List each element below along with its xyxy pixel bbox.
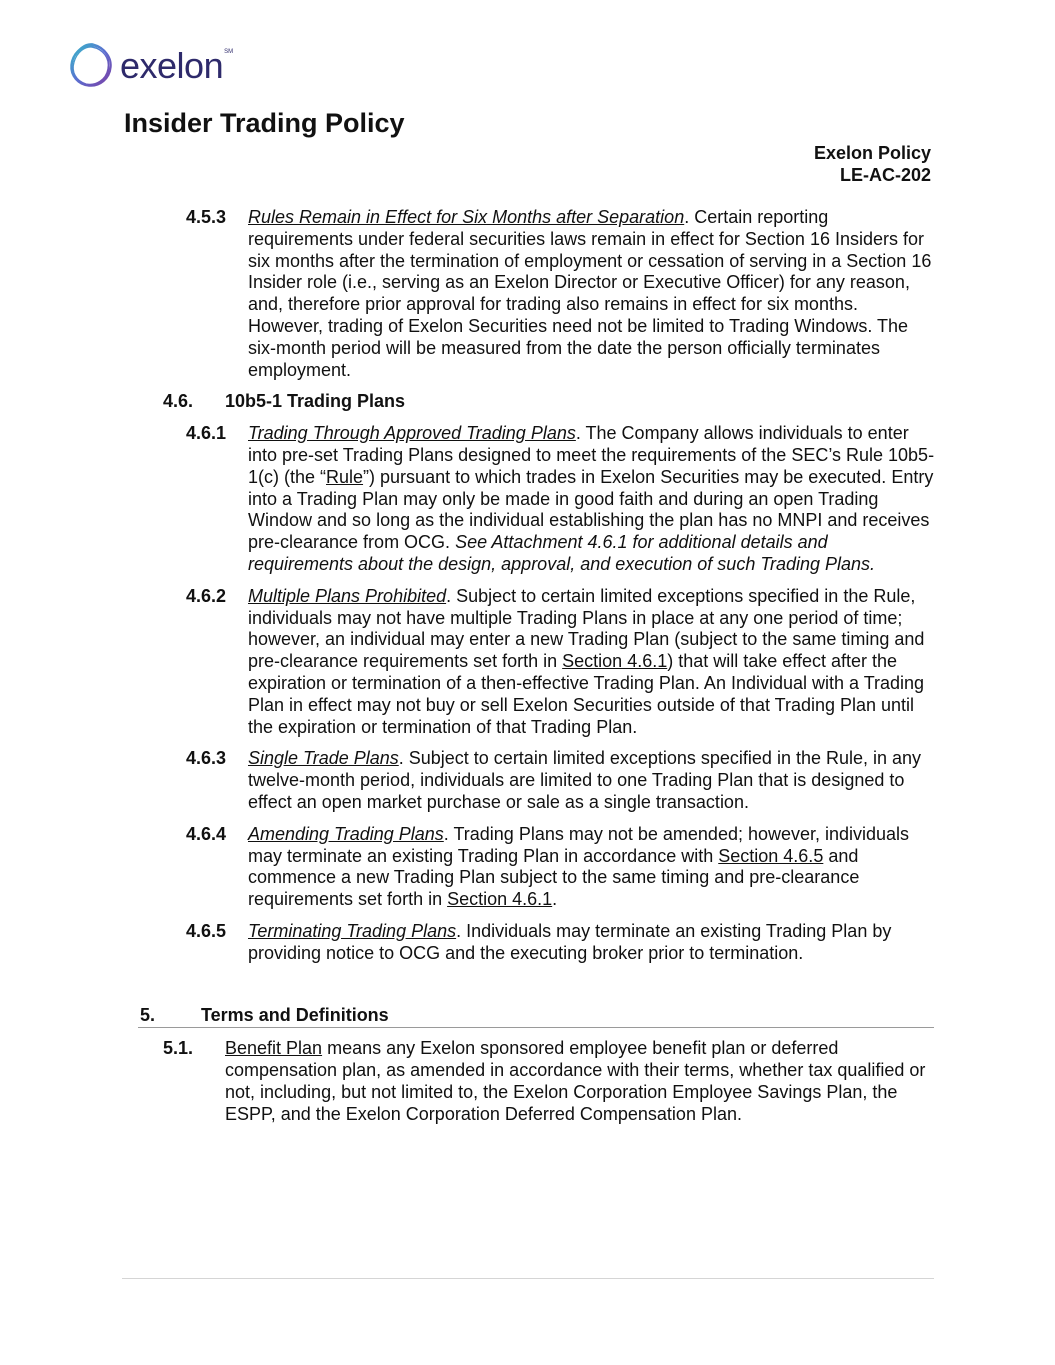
section-number: 5.1. — [163, 1038, 194, 1059]
section-4-6-heading — [0, 391, 1055, 413]
section-title: Rules Remain in Effect for Six Months after Separation — [248, 207, 685, 227]
section-title: Trading Through Approved Trading Plans — [248, 423, 576, 444]
section-text: . Subject to certain limited exceptions specified in the Rule, in any twelve-month period, individuals are limited to one Trading Plan that is designed to effect an open market purchase or sale as a single transaction. — [248, 748, 922, 812]
section-text: . Trading Plans may not be amended; however, individuals may terminate an existing Trading Plan in accordance with — [248, 823, 910, 866]
section-number: 4.6.2 — [186, 585, 227, 606]
section-title: Single Trade Plans — [248, 748, 399, 769]
rule-link[interactable]: Rule — [326, 466, 364, 487]
section-4-6-1-link[interactable]: Section 4.6.1 — [447, 889, 553, 910]
section-4-6-1-link[interactable]: Section 4.6.1 — [562, 651, 668, 672]
section-text: and commence a new Trading Plan subject to the same timing and pre-clearance requirements set forth in — [248, 845, 860, 910]
section-4-5-3 — [0, 207, 1055, 381]
section-number: 4.6.5 — [186, 920, 227, 941]
section-4-6-5 — [0, 921, 1055, 965]
exelon-logo — [66, 40, 233, 92]
section-number: 4.6.1 — [186, 423, 227, 444]
policy-label: Exelon Policy — [813, 143, 931, 163]
section-text: . The Company allows individuals to enter into pre-set Trading Plans designed to meet the requirements of the SEC’s Rule 10b5-1(c) (the “ — [248, 423, 935, 487]
section-number: 5. — [140, 1004, 156, 1025]
defined-term: Benefit Plan — [225, 1038, 323, 1059]
logo-wordmark: exelon — [120, 45, 224, 86]
section-text: ”) pursuant to which trades in Exelon Securities may be executed. Entry into a Trading Plan may only be made in good faith and during an open Trading Window and so long as the individual establishing the plan has no MNPI and receives pre-clearance from OCG. — [248, 466, 934, 553]
document-body — [0, 207, 1055, 1125]
policy-meta — [814, 142, 931, 186]
section-4-6-3 — [0, 748, 1055, 813]
section-title: 10b5-1 Trading Plans — [225, 391, 406, 412]
attachment-note: See Attachment 4.6.1 for additional details and requirements about the design, approval, and execution of such Trading Plans. — [248, 532, 876, 574]
section-5-heading — [138, 1005, 934, 1029]
service-mark: SM — [224, 49, 234, 55]
section-number: 4.6.4 — [186, 823, 227, 844]
section-number: 4.6.3 — [186, 748, 227, 769]
footer-divider — [122, 1278, 934, 1279]
section-text: . Certain reporting requirements under federal securities laws remain in effect for Section 16 Insiders for six months after the termination of employment or cessation of serving in a Section 16 Insider role (i.e., serving as an Exelon Director or Executive Officer) for any reason, and, therefore prior approval for trading also remains in effect for six months. However, trading of Exelon Securities need not be limited to Trading Windows. The six-month period will be measured from the date the person officially terminates employment. — [248, 207, 932, 380]
section-text: . Subject to certain limited exceptions specified in the Rule, individuals may not have multiple Trading Plans in place at any one period of time; however, an individual may enter a new Trading Plan (subject to the same timing and pre-clearance requirements set forth in — [248, 585, 925, 672]
section-text: . — [552, 889, 558, 910]
section-title: Amending Trading Plans — [248, 823, 444, 844]
document-title: Insider Trading Policy — [124, 108, 405, 138]
section-number: 4.5.3 — [186, 207, 227, 227]
section-4-6-1 — [0, 423, 1055, 576]
section-text: ) that will take effect after the expiration or termination of a then-effective Trading Plan. An Individual with a Trading Plan in effect may not buy or sell Exelon Securities outside of that Trading Plan until the expiration or termination of that Trading Plan. — [248, 651, 925, 737]
section-text: . Individuals may terminate an existing Trading Plan by providing notice to OCG and the executing broker prior to termination. — [248, 920, 892, 963]
exelon-logo-icon — [66, 41, 116, 91]
section-number: 4.6. — [163, 391, 194, 412]
section-5-1 — [0, 1038, 1055, 1125]
section-title: Multiple Plans Prohibited — [248, 585, 447, 606]
section-4-6-5-link[interactable]: Section 4.6.5 — [718, 845, 824, 866]
section-title: Terms and Definitions — [201, 1004, 389, 1025]
policy-code: LE-AC-202 — [839, 165, 931, 185]
section-4-6-2 — [0, 586, 1055, 739]
section-title: Terminating Trading Plans — [248, 920, 457, 941]
definition-text: means any Exelon sponsored employee benefit plan or deferred compensation plan, as amended in accordance with their terms, whether tax qualified or not, including, but not limited to, the Exelon Corporation Employee Savings Plan, the ESPP, and the Exelon Corporation Deferred Compensation Plan. — [225, 1038, 926, 1124]
section-4-6-4 — [0, 824, 1055, 911]
